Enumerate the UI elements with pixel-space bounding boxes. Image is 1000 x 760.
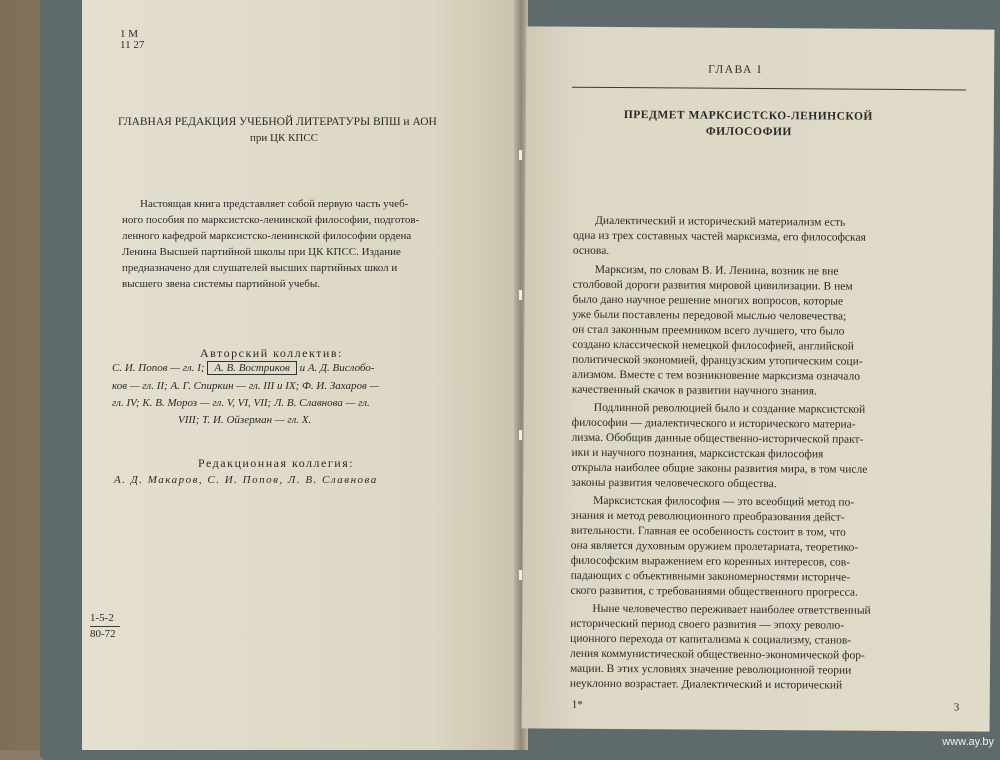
code-bottom-2: 80-72 (90, 628, 116, 640)
body-line: исторический период своего развития — эпоху револю- (570, 617, 845, 632)
authors-line-1 (112, 362, 374, 374)
body-line: она является духовным оружием пролетариата, теоретико- (570, 539, 859, 554)
body-line: столбовой дороги развития мировой цивилизации. В нем (572, 278, 853, 293)
chapter-title-line-2: ФИЛОСОФИИ (705, 125, 792, 139)
chapter-body (522, 26, 995, 731)
intro-line-1: Настоящая книга представляет собой первую часть учеб- (140, 198, 409, 210)
body-line: Подлинной революцией было и создание марксистской (593, 401, 866, 416)
code-divider (90, 626, 120, 627)
body-line: философии — диалектического и исторического материа- (571, 416, 856, 431)
body-line: Диалектический и исторический материализм есть (595, 214, 846, 229)
body-line: открыла наиболее общие законы развития мира, в том числе (571, 461, 868, 476)
body-line: неуклонно возрастает. Диалектический и исторический (569, 677, 843, 692)
publisher-line-1: ГЛАВНАЯ РЕДАКЦИЯ УЧЕБНОЙ ЛИТЕРАТУРЫ ВПШ и АОН (118, 116, 437, 128)
body-line: ского развития, с требованиями общественного прогресса. (570, 584, 858, 599)
body-line: одна из трех составных частей марксизма, его философская (572, 229, 866, 244)
binding-stitch (519, 430, 522, 440)
body-line: мации. В этих условиях значение революционной теории (569, 662, 852, 677)
body-line: ления коммунистической общественно-экономической фор- (570, 647, 865, 662)
body-line: падающих с объективными закономерностями историче- (570, 569, 851, 584)
page-number: 3 (953, 701, 960, 714)
authors-line-2: ков — гл. II; А. Г. Спиркин — гл. III и IX; Ф. И. Захаров — (112, 380, 380, 392)
code-bottom-1: 1-5-2 (90, 612, 114, 624)
body-line: Марксистская философия — это всеобщий метод по- (593, 494, 855, 509)
body-line: политической экономией, французским утопическим соци- (572, 353, 863, 368)
body-line: ики и научного познания, марксистская философия (571, 446, 824, 461)
author-vislobokov: и А. Д. Вислобо- (299, 362, 375, 374)
left-page (82, 0, 518, 750)
body-line: он стал законным преемником всего лучшего, что было (572, 323, 845, 338)
body-line: создано классической немецкой философией, английской (572, 338, 854, 353)
body-line: Ныне человечество переживает наиболее ответственный (592, 602, 871, 617)
body-line: знания и метод революционного преобразования дейст- (570, 509, 845, 524)
intro-line-3: ленного кафедрой марксистско-ленинской философии ордена (122, 230, 412, 242)
body-line: уже были поставлены передовой мыслью человечества; (572, 308, 847, 323)
author-vostrikov-boxed: А. В. Востриков (207, 361, 297, 375)
body-line: было дано научное решение многих вопросов, которые (572, 293, 844, 308)
binding-stitch (519, 150, 522, 160)
intro-line-5: предназначено для слушателей высших партийных школ и (122, 262, 398, 274)
publisher-line-2: при ЦК КПСС (250, 132, 319, 144)
editorial-heading: Редакционная коллегия: (198, 456, 355, 470)
binding-stitch (519, 570, 522, 580)
chapter-title-line-1: ПРЕДМЕТ МАРКСИСТСКО-ЛЕНИНСКОЙ (623, 109, 873, 123)
body-line: ционного перехода от капитализма к социализму, станов- (570, 632, 852, 647)
code-top-1: 1 М (120, 28, 139, 40)
editorial-members: А. Д. Макаров, С. И. Попов, Л. В. Славнова (114, 474, 378, 486)
body-line: основа. (572, 244, 610, 257)
intro-line-2: ного пособия по марксистско-ленинской философии, подготов- (122, 214, 420, 226)
body-line: качественный скачок в развитии научного знания. (571, 383, 817, 398)
body-line: вительности. Главная ее особенность состоит в том, что (570, 524, 846, 539)
authors-line-4: VIII; Т. И. Ойзерман — гл. X. (178, 414, 312, 426)
author-popov: С. И. Попов — гл. I; (112, 362, 205, 374)
intro-line-4: Ленина Высшей партийной школы при ЦК КПСС. Издание (122, 246, 401, 258)
body-line: Марксизм, по словам В. И. Ленина, возник не вне (594, 263, 839, 278)
right-page (522, 26, 995, 731)
intro-line-6: высшего звена системы партийной учебы. (122, 278, 321, 290)
body-line: философским выражением его коренных интересов, сов- (570, 554, 851, 569)
chapter-label: ГЛАВА I (708, 63, 763, 77)
body-line: законы развития человеческого общества. (571, 476, 777, 491)
body-line: ализмом. Вместе с тем возникновение марксизма означало (571, 368, 861, 383)
authors-line-3: гл. IV; К. В. Мороз — гл. V, VI, VII; Л. В. Славнова — гл. (112, 397, 370, 409)
binding-stitch (519, 290, 522, 300)
signature-mark: 1* (571, 698, 583, 711)
watermark: www.ay.by (942, 736, 994, 748)
code-top-2: 11 27 (120, 39, 145, 51)
authors-heading: Авторский коллектив: (200, 346, 343, 360)
body-line: лизма. Обобщив данные общественно-исторической практ- (571, 431, 864, 446)
